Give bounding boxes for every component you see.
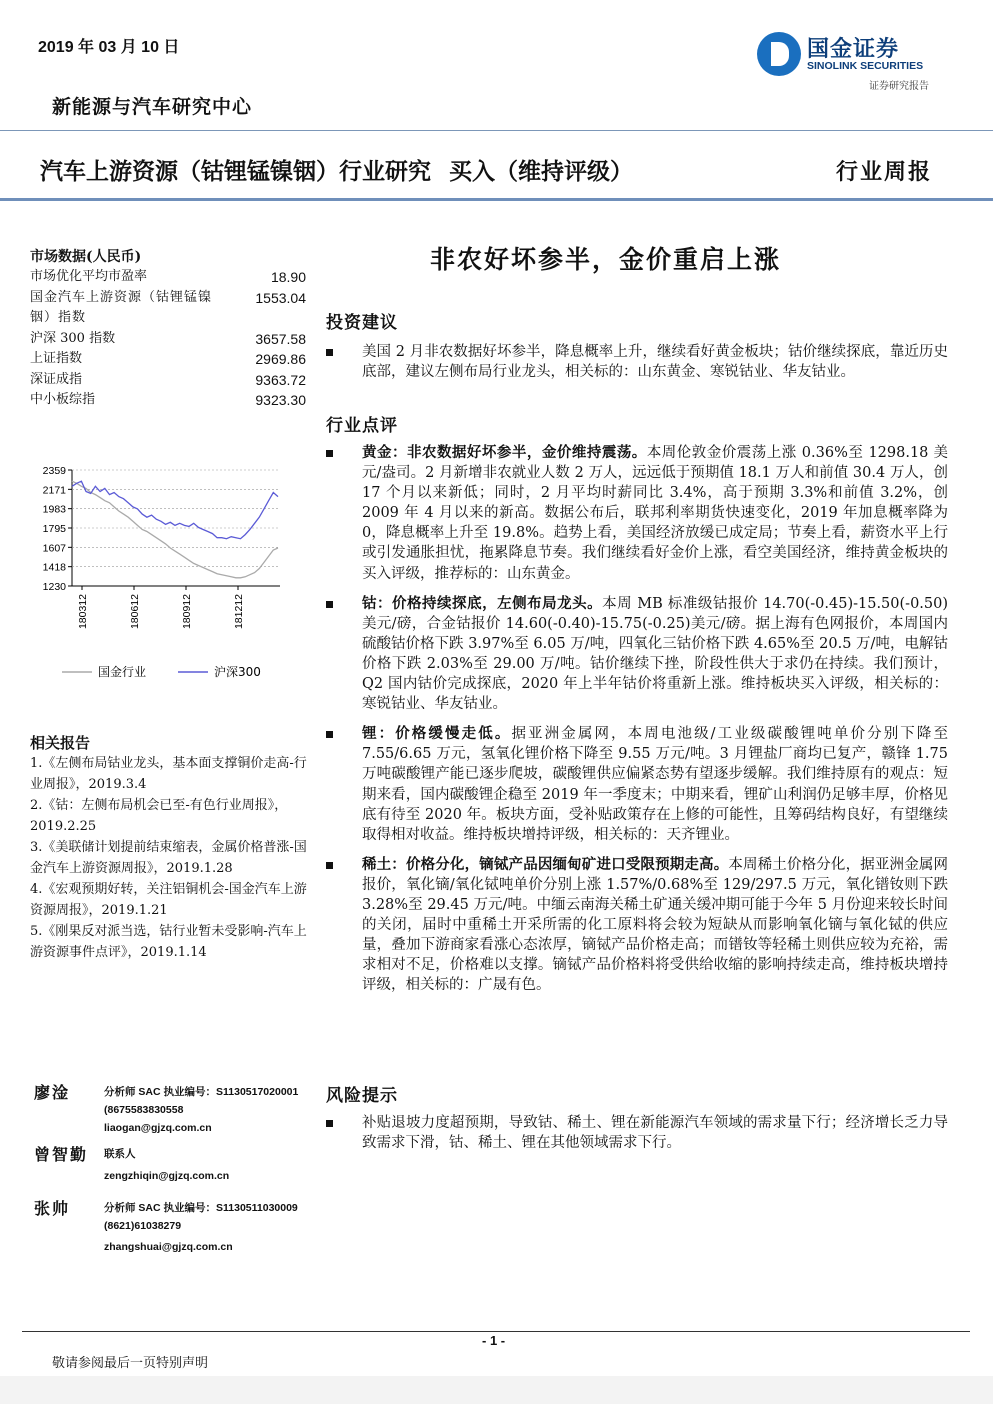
risk-bullet [326, 1113, 948, 1153]
analyst-card [34, 1196, 324, 1266]
market-data-row [30, 390, 306, 411]
invest-bullet [326, 342, 948, 382]
bullet-square-icon [326, 862, 333, 869]
comment-bullets [326, 443, 948, 995]
market-data-row [30, 329, 306, 350]
market-data-row [30, 349, 306, 370]
comment-bullet-rare-earth [326, 855, 948, 996]
chart-series-line-industry [72, 481, 278, 578]
market-data-value: 9323.30 [255, 392, 306, 408]
analyst-info [104, 1083, 298, 1137]
related-reports-title: 相关报告 [30, 734, 91, 752]
comment-lead: 黄金：非农数据好坏参半，金价维持震荡。 [362, 444, 647, 461]
analyst-info [104, 1199, 298, 1256]
company-logo [757, 30, 957, 100]
rating: 买入（维持评级） [449, 159, 633, 185]
analyst-card [34, 1142, 324, 1196]
chart-legend-label: 国金行业 [98, 665, 147, 679]
analyst-name: 张帅 [34, 1199, 71, 1218]
related-report-link[interactable]: 5.《刚果反对派当选，钴行业暂未受影响-汽车上游资源事件点评》，2019.1.14 [30, 924, 307, 960]
logo-en-text: SINOLINK SECURITIES [807, 60, 924, 72]
analyst-name: 曾智勤 [34, 1145, 89, 1164]
bullet-square-icon [326, 349, 333, 356]
page-bottom-band [0, 1376, 993, 1404]
chart-y-tick-label: 1795 [42, 523, 66, 535]
report-date: 2019 年 03 月 10 日 [38, 39, 180, 56]
related-report-link[interactable]: 2.《钴：左侧布局机会已至-有色行业周报》，2019.2.25 [30, 798, 288, 834]
risk-text: 补贴退坡力度超预期，导致钴、稀土、锂在新能源汽车领域的需求量下行；经济增长乏力导致需求下滑，钴、稀土、锂在其他领域需求下行。 [362, 1115, 948, 1152]
chart-x-tick-label: 180612 [129, 594, 141, 630]
logo-mark-icon [757, 32, 801, 76]
analyst-list [34, 1080, 324, 1266]
market-data-table [30, 267, 306, 411]
comment-lead: 钴：价格持续探底，左侧布局龙头。 [362, 594, 603, 612]
footer-divider [22, 1331, 970, 1332]
bullet-square-icon [326, 450, 333, 457]
invest-section-title: 投资建议 [326, 313, 398, 333]
market-data-label: 上证指数 [30, 351, 83, 366]
research-center-name: 新能源与汽车研究中心 [52, 96, 253, 118]
market-data-row [30, 288, 306, 329]
market-data-label: 深证成指 [30, 371, 83, 387]
analyst-email[interactable]: zengzhiqin@gjzq.com.cn [104, 1170, 230, 1182]
comment-text: 据亚洲金属网，本周电池级/工业级碳酸锂吨单价分别下降至 7.55/6.65 万元，氢氧化锂价格下降至 9.55 万元/吨。3 月锂盐厂商均已复产，赣锋 1.75 万吨碳酸锂产能已逐步爬坡，碳酸锂供应偏紧态势有望逐步缓解。我们维持原有的观点：短期来看，国内碳酸锂企稳至 2019 年一季度末；中期来看，锂矿山利润仍足够丰厚，价格见底有待至 2020 年。板块方面，受补贴政策存在上修的可能性，且筹码结构良好，有望继续取得相对收益。维持板块增持评级，相关标的：天齐锂业。 [362, 726, 949, 843]
chart-y-tick-label: 1607 [42, 542, 66, 555]
analyst-role: 联系人 [104, 1148, 136, 1160]
analyst-name: 廖淦 [34, 1083, 71, 1102]
analyst-phone: (8621)61038279 [104, 1220, 182, 1232]
disclaimer-note: 敬请参阅最后一页特别声明 [52, 1356, 209, 1371]
comment-bullet-lithium [326, 724, 948, 845]
analyst-email[interactable]: zhangshuai@gjzq.com.cn [104, 1241, 233, 1253]
analyst-info [104, 1145, 229, 1185]
risk-section-title: 风险提示 [326, 1086, 398, 1106]
market-data-value: 2969.86 [255, 351, 306, 367]
comment-bullet-gold [326, 443, 948, 584]
chart-y-tick-label: 1983 [42, 503, 66, 516]
analyst-sac-id: 分析师 SAC 执业编号：S1130511030009 [104, 1202, 298, 1214]
market-data-value: 1553.04 [255, 289, 306, 306]
chart-x-tick-label: 180312 [77, 594, 89, 630]
market-data-title: 市场数据(人民币) [30, 249, 142, 265]
invest-bullets [326, 342, 948, 382]
comment-lead: 锂：价格缓慢走低。 [362, 725, 512, 743]
bullet-square-icon [326, 1120, 333, 1127]
comment-bullet-cobalt [326, 594, 948, 715]
market-data-value: 3657.58 [255, 330, 306, 347]
page-number: - 1 - [482, 1333, 506, 1348]
risk-bullets [326, 1113, 948, 1153]
market-data-value: 18.90 [270, 269, 306, 285]
chart-x-tick-label: 181212 [233, 594, 245, 630]
bullet-square-icon [326, 731, 333, 738]
analyst-phone: (8675583830558 [104, 1104, 184, 1116]
market-data-row [30, 267, 306, 288]
report-category: 证券研究报告 [869, 81, 929, 92]
market-data-label: 国金汽车上游资源（钴锂锰镍铟）指数 [30, 289, 213, 325]
related-reports-list [30, 753, 318, 963]
related-report-link[interactable]: 4.《宏观预期好转，关注铝铜机会-国金汽车上游资源周报》，2019.1.21 [30, 882, 307, 918]
index-line-chart [28, 458, 318, 688]
chart-x-tick-label: 180912 [181, 594, 193, 630]
market-data-row [30, 370, 306, 391]
header-accent-bar [0, 198, 993, 201]
chart-y-tick-label: 1418 [42, 561, 66, 574]
invest-text: 美国 2 月非农数据好坏参半，降息概率上升，继续看好黄金板块；钴价继续探底，靠近历史底部，建议左侧布局行业龙头，相关标的：山东黄金、寒锐钴业、华友钴业。 [362, 344, 948, 381]
header-divider [0, 130, 993, 131]
chart-legend-label: 沪深300 [214, 665, 261, 679]
related-report-link[interactable]: 3.《美联储计划提前结束缩表，金属价格普涨-国金汽车上游资源周报》，2019.1.28 [30, 840, 307, 876]
chart-series-line-csi300 [72, 481, 278, 539]
analyst-sac-id: 分析师 SAC 执业编号：S1130517020001 [104, 1086, 299, 1098]
analyst-card [34, 1080, 324, 1142]
comment-text: 本周稀土价格分化，据亚洲金属网报价，氧化镝/氧化铽吨单价分别上涨 1.57%/0.68%至 129/297.5 万元，氧化镨钕则下跌 3.28%至 29.45 万元/吨。中缅云南海关稀土矿通关缓冲期可能于今年 5 月份迎来较长时间的关闭，届时中重稀土开采所需的化工原料将会较为短缺从而影响氧化镝与氧化铽的供应量，叠加下游商家看涨心态浓厚，镝铽产品价格走高；而镨钕等轻稀土则供应较为充裕，需求相对不足，价格难以支撑。镝铽产品价格料将受供给收缩的影响持续走高，维持板块增持评级，相关标的：广晟有色。 [362, 856, 948, 994]
industry-title: 汽车上游资源（钴锂锰镍铟）行业研究 [40, 159, 431, 185]
logo-cn-text: 国金证券 [807, 37, 900, 62]
related-report-link[interactable]: 1.《左侧布局钴业龙头，基本面支撑铜价走高-行业周报》，2019.3.4 [30, 756, 307, 792]
analyst-email[interactable]: liaogan@gjzq.com.cn [104, 1122, 212, 1134]
report-type: 行业周报 [836, 159, 933, 185]
comment-section-title: 行业点评 [326, 416, 398, 436]
market-data-label: 中小板综指 [30, 392, 96, 407]
main-title: 非农好坏参半，金价重启上涨 [430, 245, 782, 274]
chart-y-tick-label: 2359 [42, 465, 66, 477]
comment-text: 本周 MB 标准级钴报价 14.70(-0.45)-15.50(-0.50)美元/磅，合金钴报价 14.60(-0.40)-15.75(-0.25)美元/磅。据上海有色网报价，本周国内硫酸钴价格下跌 3.97%至 6.05 万/吨，四氧化三钴价格下跌 4.65%至 20.5 万/吨，电解钴价格下跌 2.03%至 29.00 万/吨。钴价继续下挫，阶段性供大于求仍在持续。我们预计，Q2 国内钴价完成探底，2020 年上半年钴价将重新上涨。维持板块买入评级，相关标的：寒锐钴业、华友钴业。 [362, 595, 949, 713]
market-data-label: 沪深 300 指数 [30, 330, 116, 346]
comment-lead: 稀土：价格分化，镝铽产品因缅甸矿进口受限预期走高。 [362, 855, 729, 873]
bullet-square-icon [326, 601, 333, 608]
chart-y-tick-label: 2171 [42, 484, 66, 497]
comment-text: 本周伦敦金价震荡上涨 0.36%至 1298.18 美元/盎司。2 月新增非农就业人数 2 万人，远远低于预期值 18.1 万人和前值 30.4 万人，创 17 个月以来新低；同时，2 月平均时薪同比 3.4%，高于预期 3.3%和前值 3.2%，创 2009 年 4 月以来的新高。数据公布后，联邦利率期货快速变化，2019 年加息概率降为 0，降息概率上升至 19.8%。趋势上看，美国经济放缓已成定局；节奏上看，薪资水平上行或引发通胀担忧，拖累降息节奏。我们继续看好金价上涨，看空美国经济，维持黄金板块的买入评级，推荐标的：山东黄金。 [362, 445, 949, 582]
market-data-label: 市场优化平均市盈率 [30, 269, 148, 284]
industry-headline [40, 153, 633, 186]
market-data-value: 9363.72 [255, 371, 306, 388]
chart-y-tick-label: 1230 [42, 581, 66, 593]
